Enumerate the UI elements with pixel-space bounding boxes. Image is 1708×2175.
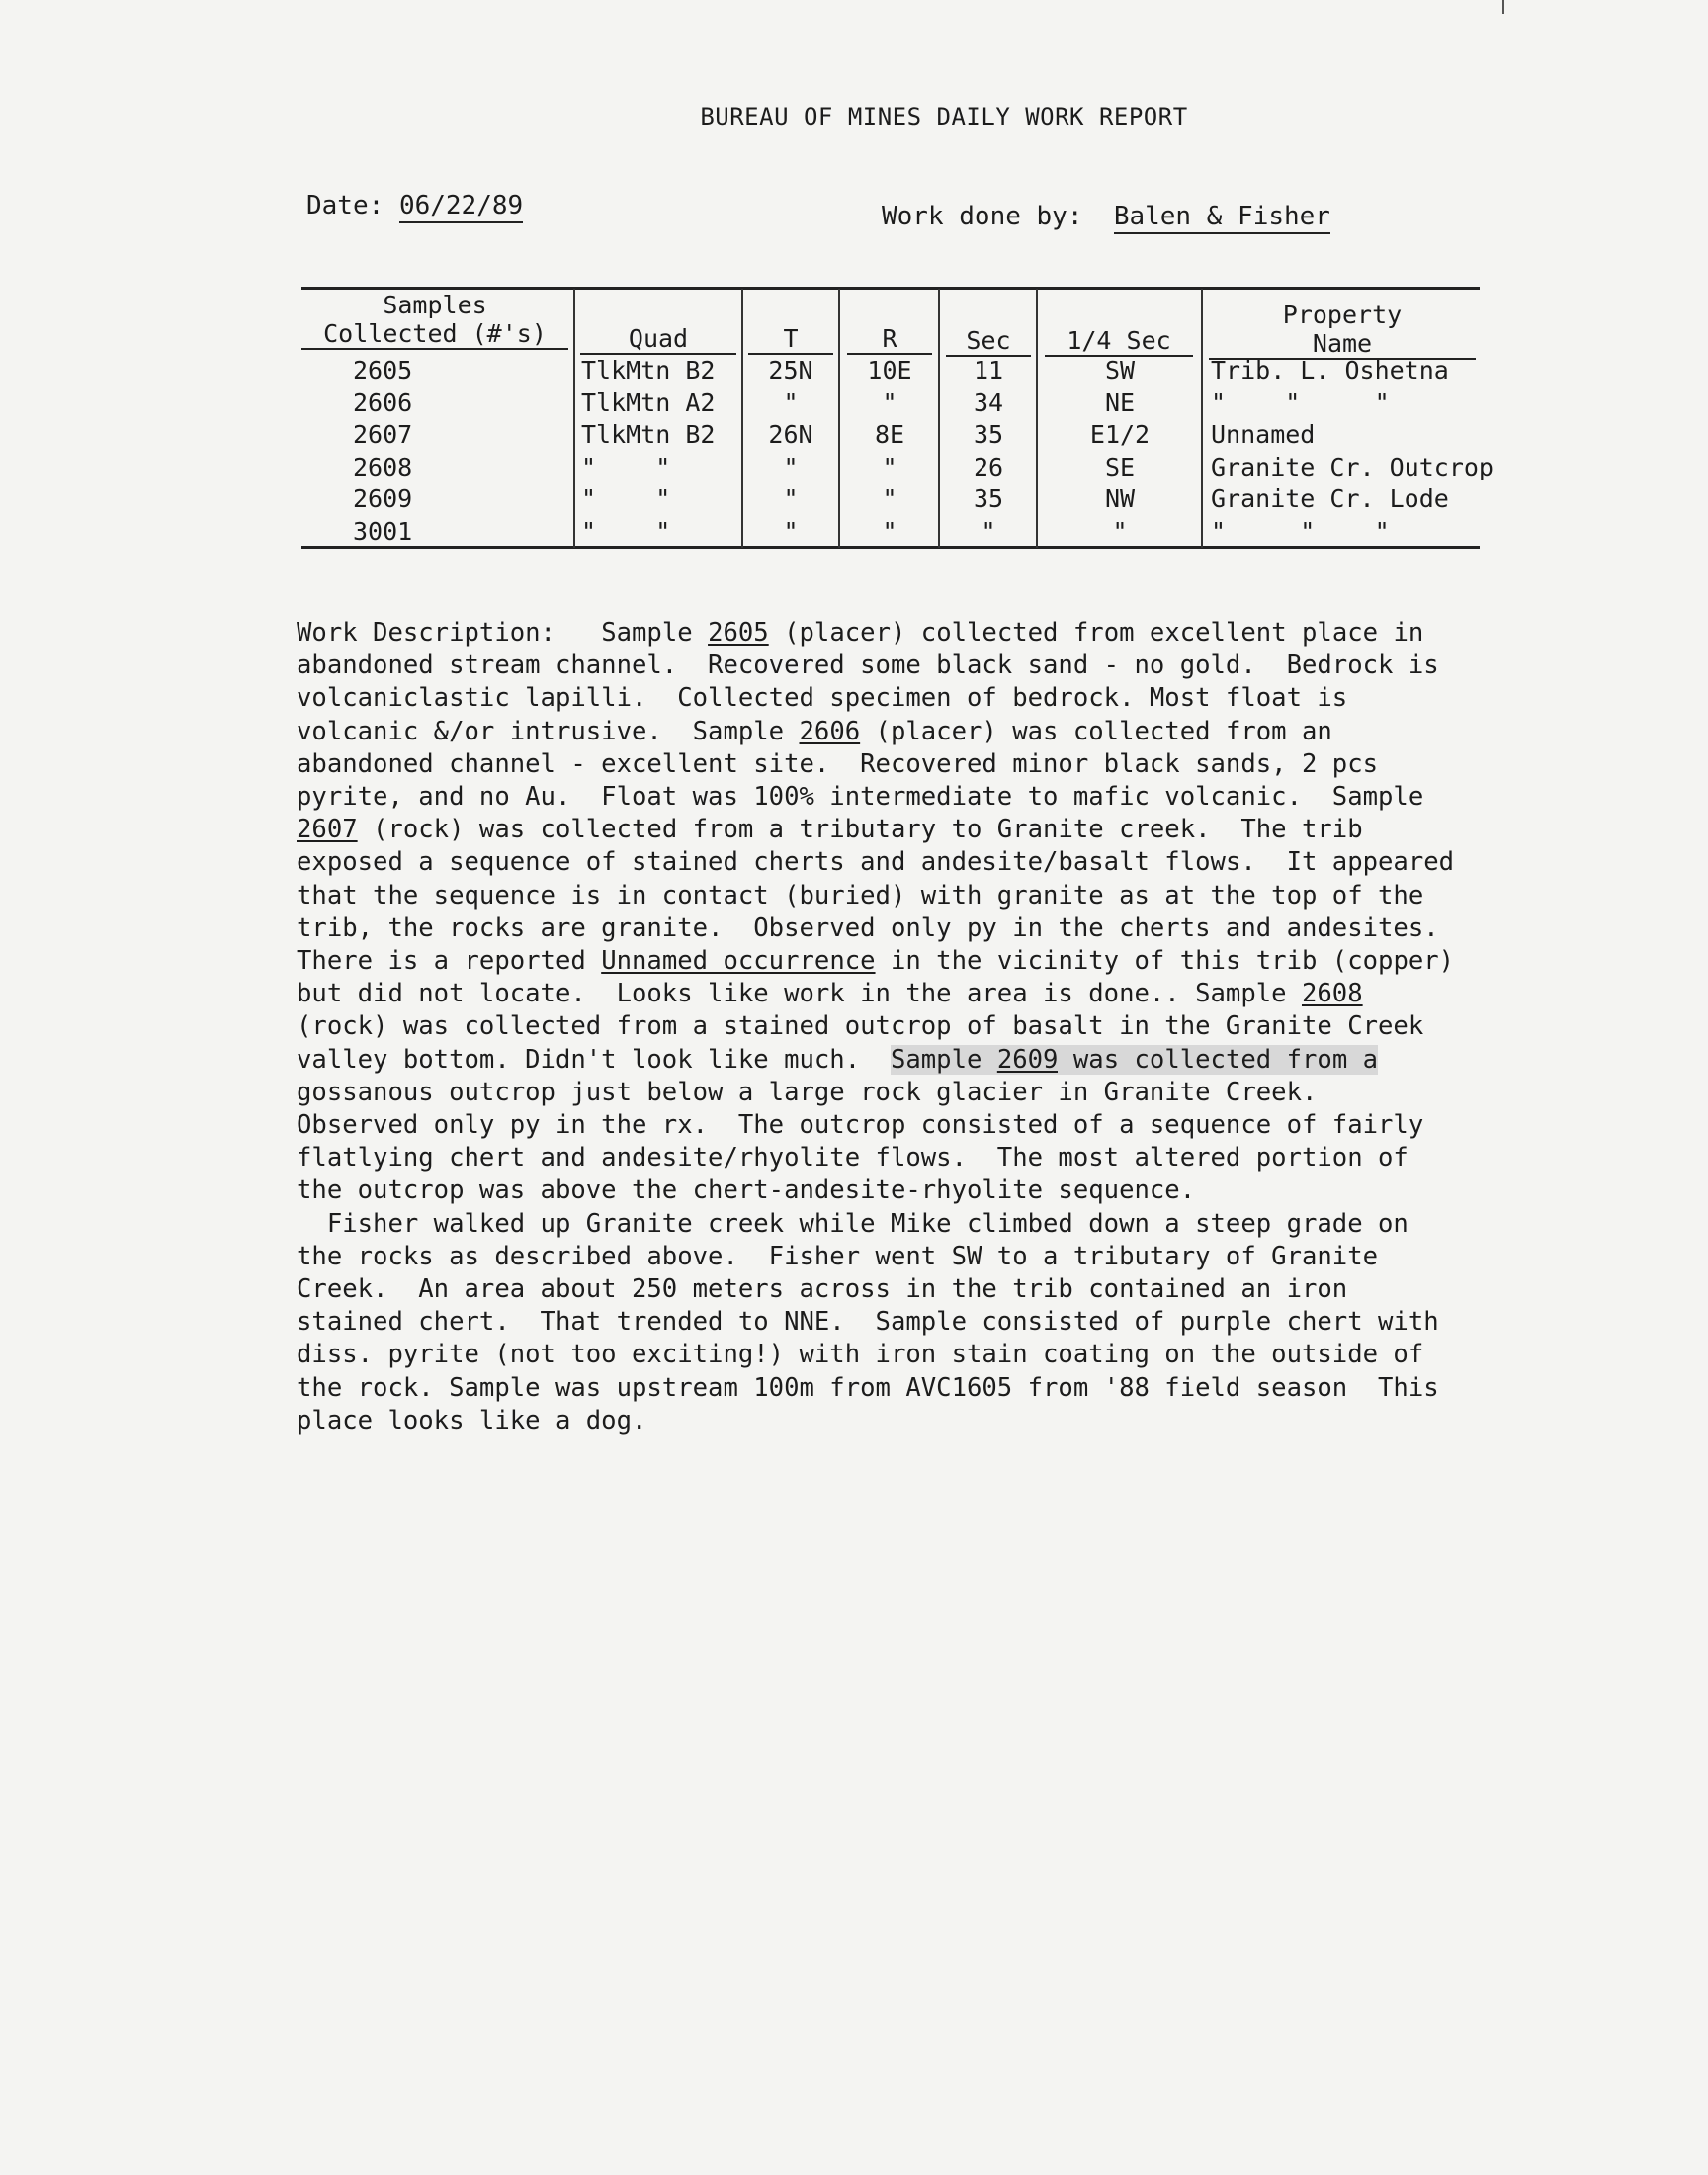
work-done-by-field [882, 202, 1330, 231]
cell-quad: TlkMtn B2 [581, 356, 716, 385]
cell-quad: TlkMtn B2 [581, 420, 716, 449]
work-done-by-label: Work done by: [882, 202, 1083, 231]
header-quarter-sec-label: 1/4 Sec [1045, 326, 1193, 357]
header-samples-line2: Collected (#'s) [301, 319, 568, 350]
cell-prop: " " " [1211, 388, 1390, 417]
cell-qsec: " [1112, 516, 1128, 546]
header-sec-label: Sec [946, 326, 1031, 357]
header-sec [946, 326, 1031, 357]
cell-qsec: SE [1104, 452, 1136, 481]
cell-prop: Unnamed [1211, 420, 1316, 449]
highlighted-text: Sample [890, 1044, 997, 1075]
header-property [1209, 301, 1476, 360]
cell-prop: " " " [1211, 516, 1390, 546]
cell-prop: Trib. L. Oshetna [1211, 356, 1449, 385]
header-samples-line1: Samples [383, 291, 487, 319]
cell-qsec: NW [1104, 484, 1136, 513]
work-description-label: Work Description: [297, 618, 555, 648]
header-t [748, 324, 833, 355]
date-label: Date: [306, 191, 384, 220]
description-text: (rock) was collected from a stained outcrop of basalt in the Granite Creek valley bottom. Didn't look like much. [297, 1011, 1424, 1075]
cell-quad: TlkMtn A2 [581, 388, 716, 417]
cell-r: 10E [867, 356, 912, 385]
cell-sample: 2607 [353, 420, 413, 449]
cell-quad: " " [581, 452, 671, 481]
date-field [306, 191, 523, 220]
header-property-line2: Name [1209, 329, 1476, 360]
cell-r: " [882, 484, 897, 513]
header-quad [580, 324, 736, 355]
description-text: (placer) collected from excellent place in abandoned stream channel. Recovered some black sand - no gold. Bedrock is volcaniclastic lapilli. Collected specimen of bedrock. Most float is volcanic &/or intrusive. Sample [297, 618, 1439, 746]
work-done-by-value: Balen & Fisher [1114, 202, 1330, 234]
column-divider [573, 289, 575, 548]
cell-prop: Granite Cr. Outcrop [1211, 452, 1494, 481]
sample-ref-2609: 2609 [996, 1044, 1059, 1075]
cell-sample: 2608 [353, 452, 413, 481]
report-title: BUREAU OF MINES DAILY WORK REPORT [700, 103, 1188, 130]
cell-sec: 26 [973, 452, 1004, 481]
cell-quad: " " [581, 484, 671, 513]
header-r [847, 324, 932, 355]
cell-r: " [882, 452, 897, 481]
cell-r: 8E [874, 420, 905, 449]
cell-qsec: SW [1104, 356, 1136, 385]
header-t-label: T [748, 324, 833, 355]
cell-qsec: NE [1104, 388, 1136, 417]
table-top-rule [301, 287, 1480, 290]
cell-sec: 35 [973, 484, 1004, 513]
header-samples [301, 291, 568, 350]
cell-t: 26N [768, 420, 813, 449]
column-divider [1036, 289, 1038, 548]
cell-t: " [783, 388, 799, 417]
column-divider [741, 289, 743, 548]
cell-r: " [882, 516, 897, 546]
cell-t: " [783, 452, 799, 481]
cell-quad: " " [581, 516, 671, 546]
page-edge-mark [1502, 0, 1504, 14]
cell-sec: 35 [973, 420, 1004, 449]
cell-sec: " [981, 516, 996, 546]
column-divider [838, 289, 840, 548]
cell-sample: 3001 [353, 516, 413, 546]
sample-ref-2605: 2605 [708, 618, 769, 648]
unnamed-occurrence-ref: Unnamed occurrence [601, 946, 876, 977]
cell-sample: 2609 [353, 484, 413, 513]
cell-prop: Granite Cr. Lode [1211, 484, 1449, 513]
column-divider [1201, 289, 1203, 548]
description-text: (placer) was collected from an abandoned channel - excellent site. Recovered minor black sands, 2 pcs pyrite, and no Au. Float was 100% intermediate to mafic volcanic. Sample [297, 716, 1424, 813]
description-text: Sample [601, 618, 709, 648]
column-divider [938, 289, 940, 548]
cell-t: " [783, 516, 799, 546]
cell-t: " [783, 484, 799, 513]
header-r-label: R [847, 324, 932, 355]
description-text: (rock) was collected from a tributary to Granite creek. The trib exposed a sequence of stained cherts and andesite/basalt flows. It appeared that the sequence is in contact (buried) with granite as at the top of the trib, the rocks are granite. Observed only py in the cherts and andesites. There is a reported [297, 815, 1455, 977]
highlighted-text: was collected from a [1058, 1044, 1379, 1075]
cell-sec: 11 [973, 356, 1004, 385]
date-value: 06/22/89 [399, 191, 523, 223]
description-text: in the vicinity of this trib (copper) but did not locate. Looks like work in the area is done.. Sample [297, 946, 1455, 1009]
header-property-line1: Property [1282, 301, 1403, 329]
work-description [297, 617, 1572, 1437]
header-quad-label: Quad [580, 324, 736, 355]
cell-qsec: E1/2 [1089, 420, 1151, 449]
sample-ref-2607: 2607 [297, 815, 358, 845]
sample-ref-2608: 2608 [1301, 979, 1363, 1009]
cell-t: 25N [768, 356, 813, 385]
cell-r: " [882, 388, 897, 417]
header-quarter-sec [1045, 326, 1193, 357]
description-text: gossanous outcrop just below a large rock glacier in Granite Creek. Observed only py in the rx. The outcrop consisted of a sequence of fairly flatlying chert and andesite/rhyolite flows. The most altered portion of the outcrop was above the chert-andesite-rhyolite sequence. Fisher walked up Granite creek while Mike climbed down a steep grade on the rocks as described above. Fisher went SW to a tributary of Granite Creek. An area about 250 meters across in the trib contained an iron stained chert. That trended to NNE. Sample consisted of purple chert with diss. pyrite (not too exciting!) with iron stain coating on the outside of the rock. Sample was upstream 100m from AVC1605 from '88 field season This place looks like a dog. [297, 1077, 1439, 1436]
sample-ref-2606: 2606 [799, 716, 861, 746]
cell-sample: 2605 [353, 356, 413, 385]
cell-sample: 2606 [353, 388, 413, 417]
cell-sec: 34 [973, 388, 1004, 417]
